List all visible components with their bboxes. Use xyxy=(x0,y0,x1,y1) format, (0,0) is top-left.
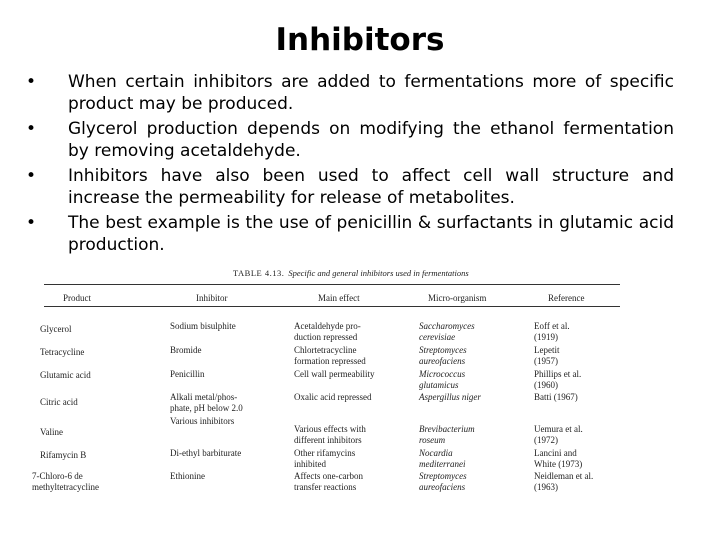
bullet-dot: • xyxy=(26,213,37,233)
bullet-list xyxy=(26,72,674,260)
cell-organism: Brevibacterium roseum xyxy=(419,424,475,445)
bullet-text: The best example is the use of penicillin & surfactants in glutamic acid production. xyxy=(68,213,674,255)
cell-organism: Aspergillus niger xyxy=(419,392,481,402)
cell-effect: Oxalic acid repressed xyxy=(294,392,372,402)
table-rule-header xyxy=(44,306,620,307)
cell-reference: Lepetit (1957) xyxy=(534,345,560,366)
header-reference: Reference xyxy=(548,293,585,303)
cell-organism: Streptomyces aureofaciens xyxy=(419,471,467,492)
cell-effect: Cell wall permeability xyxy=(294,369,375,379)
cell-inhibitor: Penicillin xyxy=(170,369,205,379)
cell-organism: Nocardia mediterranei xyxy=(419,448,466,469)
cell-effect: Affects one-carbon transfer reactions xyxy=(294,471,364,492)
cell-organism: Micrococcus glutamicus xyxy=(419,369,466,390)
cell-reference: Neidleman et al. (1963) xyxy=(534,471,594,492)
cell-reference: Uemura et al. (1972) xyxy=(534,424,583,445)
cell-effect: Chlortetracycline formation repressed xyxy=(294,345,366,366)
table-rule-top xyxy=(44,284,620,285)
bullet-item xyxy=(26,119,674,162)
cell-inhibitor: Di-ethyl barbiturate xyxy=(170,448,242,458)
cell-effect: Other rifamycins inhibited xyxy=(294,448,356,469)
cell-inhibitor: Ethionine xyxy=(170,471,205,481)
slide-title: Inhibitors xyxy=(275,22,445,58)
cell-effect: Various effects with different inhibitors xyxy=(294,424,366,445)
bullet-dot: • xyxy=(26,166,37,186)
bullet-item xyxy=(26,166,674,209)
table-caption xyxy=(233,268,469,278)
cell-reference: Batti (1967) xyxy=(534,392,578,402)
table-caption-text: Specific and general inhibitors used in fermentations xyxy=(288,268,469,278)
header-product: Product xyxy=(63,293,91,303)
table-number: TABLE 4.13. xyxy=(233,268,285,278)
cell-effect: Acetaldehyde pro- duction repressed xyxy=(294,321,361,342)
bullet-dot: • xyxy=(26,119,37,139)
bullet-text: When certain inhibitors are added to fermentations more of specific product may be produced. xyxy=(68,72,674,114)
header-main-effect: Main effect xyxy=(318,293,360,303)
cell-inhibitor: Bromide xyxy=(170,345,202,355)
cell-reference: Phillips et al. (1960) xyxy=(534,369,582,390)
cell-inhibitor: Various inhibitors xyxy=(170,416,235,426)
cell-inhibitor: Alkali metal/phos- phate, pH below 2.0 xyxy=(170,392,243,413)
cell-inhibitor: Sodium bisulphite xyxy=(170,321,236,331)
cell-reference: Eoff et al. (1919) xyxy=(534,321,570,342)
cell-organism: Streptomyces aureofaciens xyxy=(419,345,467,366)
bullet-text: Inhibitors have also been used to affect cell wall structure and increase the permeability for release of metabolites. xyxy=(68,166,674,208)
cell-product: Glutamic acid xyxy=(40,370,91,380)
bullet-item xyxy=(26,72,674,115)
cell-product: Citric acid xyxy=(40,397,78,407)
cell-product: Valine xyxy=(40,427,63,437)
bullet-dot: • xyxy=(26,72,37,92)
bullet-item xyxy=(26,213,674,256)
cell-product: Tetracycline xyxy=(40,347,85,357)
cell-reference: Lancini and White (1973) xyxy=(534,448,583,469)
header-micro-organism: Micro-organism xyxy=(428,293,487,303)
cell-product: 7-Chloro-6 de methyltetracycline xyxy=(32,471,99,492)
scanned-table xyxy=(32,263,626,492)
cell-organism: Saccharomyces cerevisiae xyxy=(419,321,475,342)
bullet-text: Glycerol production depends on modifying the ethanol fermentation by removing acetaldehyde. xyxy=(68,119,674,161)
header-inhibitor: Inhibitor xyxy=(196,293,228,303)
cell-product: Rifamycin B xyxy=(40,450,87,460)
cell-product: Glycerol xyxy=(40,324,72,334)
